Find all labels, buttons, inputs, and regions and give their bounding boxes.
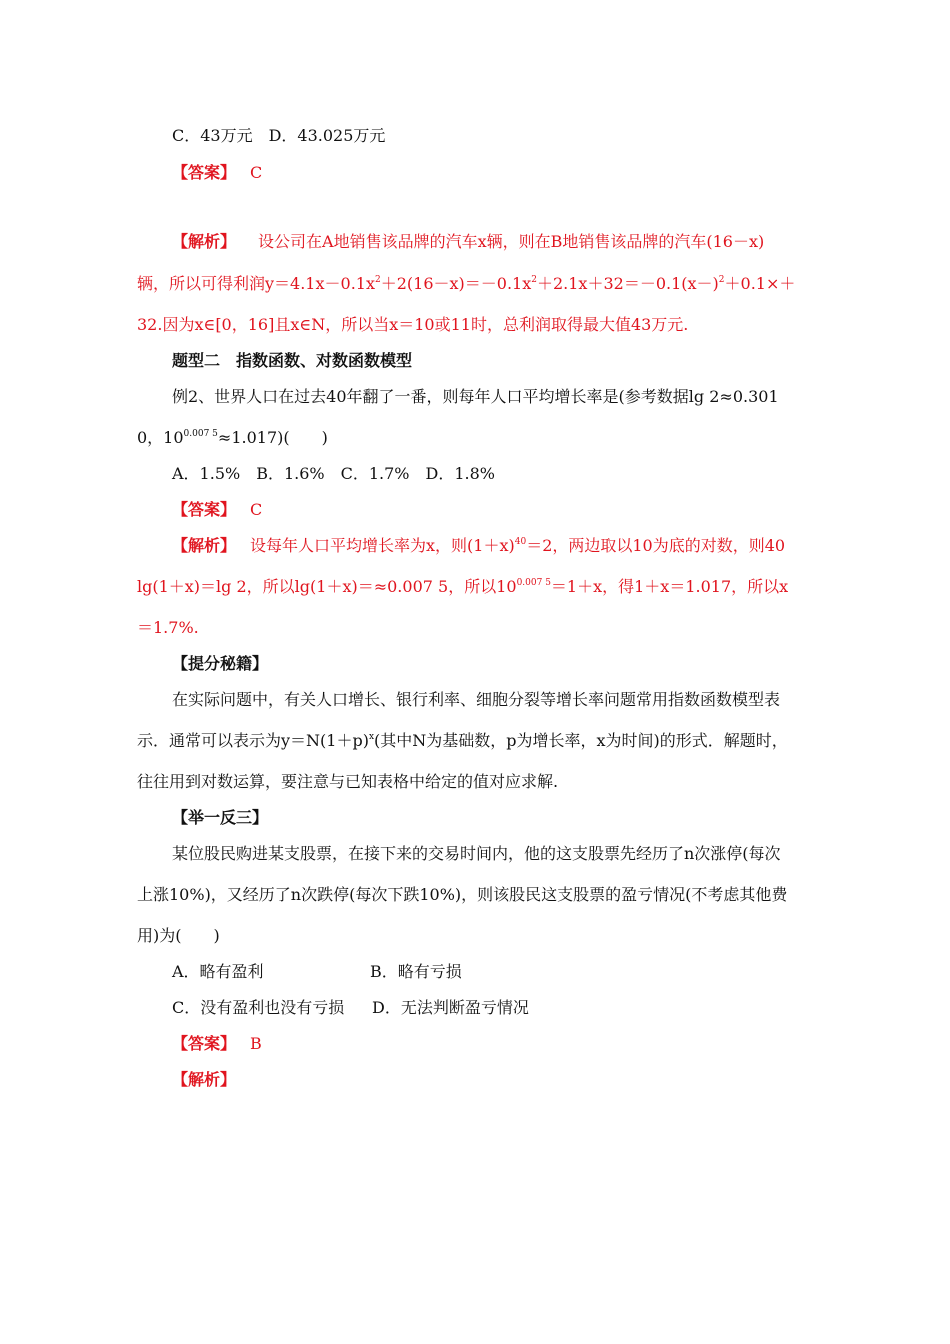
q1-sup-2: 2 (531, 275, 537, 285)
ex2-analysis-line-3: ＝1.7%. (137, 618, 199, 637)
practice-line-2: 上涨10%)，又经历了n次跌停(每次下跌10%)，则该股民这支股票的盈亏情况(不考虑其他费 (137, 885, 788, 904)
ex2-analysis-sup-2: 0.007 5 (516, 578, 551, 588)
practice-answer-label: 【答案】 (172, 1034, 237, 1053)
ex2-answer-value: C (250, 500, 263, 519)
ex2-analysis-text-1a: 设每年人口平均增长率为x，则(1＋x) (250, 536, 515, 555)
tips-text-2b: (其中N为基础数，p为增长率，x为时间)的形式．解题时， (374, 731, 788, 750)
q1-analysis-text-2b: ＋2(16－x)＝－0.1x (380, 274, 532, 293)
ex2-analysis-label: 【解析】 (172, 536, 237, 555)
tips-sup: x (368, 732, 375, 742)
practice-title: 【举一反三】 (172, 808, 269, 827)
ex2-answer (172, 500, 262, 520)
practice-line-1: 某位股民购进某支股票，在接下来的交易时间内，他的这支股票先经历了n次涨停(每次 (172, 844, 781, 863)
practice-option-c: C．没有盈利也没有亏损 (172, 998, 345, 1017)
tips-text-2a: 示．通常可以表示为y＝N(1＋p) (137, 731, 369, 750)
q1-analysis-text-2a: 辆，所以可得利润y＝4.1x－0.1x (137, 274, 375, 293)
ex2-options: A．1.5% B．1.6% C．1.7% D．1.8% (172, 464, 495, 483)
q1-answer-value: C (250, 163, 263, 182)
practice-answer (172, 1034, 262, 1054)
ex2-analysis-sup-1: 40 (514, 537, 527, 547)
practice-line-3: 用)为( ) (137, 926, 220, 945)
q1-analysis-text-2c: ＋2.1x＋32＝－0.1(x－) (536, 274, 719, 293)
tips-title: 【提分秘籍】 (172, 654, 269, 673)
ex2-stem-text-2b: ≈1.017)( ) (217, 428, 328, 447)
q1-options-cd: C．43万元 D．43.025万元 (172, 126, 386, 145)
q1-analysis-line-3: 32.因为x∈[0，16]且x∈N，所以当x＝10或11时，总利润取得最大值43万元. (137, 315, 689, 334)
tips-line-3: 往往用到对数运算，要注意与已知表格中给定的值对应求解. (137, 772, 559, 791)
practice-option-d: D．无法判断盈亏情况 (372, 998, 529, 1017)
section2-title: 题型二 指数函数、对数函数模型 (172, 351, 413, 370)
ex2-analysis-line-1 (172, 536, 785, 556)
ex2-stem-line-1: 例2、世界人口在过去40年翻了一番，则每年人口平均增长率是(参考数据lg 2≈0.301 (172, 387, 779, 406)
practice-analysis-label: 【解析】 (172, 1070, 237, 1089)
q1-analysis-text-1: 设公司在A地销售该品牌的汽车x辆，则在B地销售该品牌的汽车(16－x) (258, 232, 765, 251)
q1-answer-label: 【答案】 (172, 163, 237, 182)
tips-line-1: 在实际问题中，有关人口增长、银行利率、细胞分裂等增长率问题常用指数函数模型表 (172, 690, 781, 709)
ex2-analysis-text-2b: ＝1＋x，得1＋x＝1.017，所以x (550, 577, 789, 596)
ex2-analysis-text-2a: lg(1＋x)＝lg 2，所以lg(1＋x)＝≈0.007 5，所以10 (137, 577, 517, 596)
ex2-answer-label: 【答案】 (172, 500, 237, 519)
q1-analysis-line-2 (137, 274, 795, 294)
practice-option-b: B．略有亏损 (370, 962, 462, 981)
ex2-stem-line-2 (137, 428, 328, 448)
ex2-analysis-line-2 (137, 577, 788, 597)
q1-sup-1: 2 (374, 275, 381, 285)
ex2-stem-sup: 0.007 5 (183, 429, 218, 439)
practice-answer-value: B (250, 1034, 262, 1053)
ex2-stem-text-2a: 0，10 (137, 428, 184, 447)
tips-line-2 (137, 731, 788, 751)
q1-analysis-text-2d: ＋0.1×＋ (724, 274, 796, 293)
q1-answer (172, 163, 262, 183)
ex2-analysis-text-1b: ＝2，两边取以10为底的对数，则40 (526, 536, 786, 555)
q1-analysis-line-1 (172, 232, 764, 252)
practice-option-a: A．略有盈利 (172, 962, 264, 981)
q1-sup-3: 2 (718, 275, 725, 285)
q1-analysis-label: 【解析】 (172, 232, 237, 251)
